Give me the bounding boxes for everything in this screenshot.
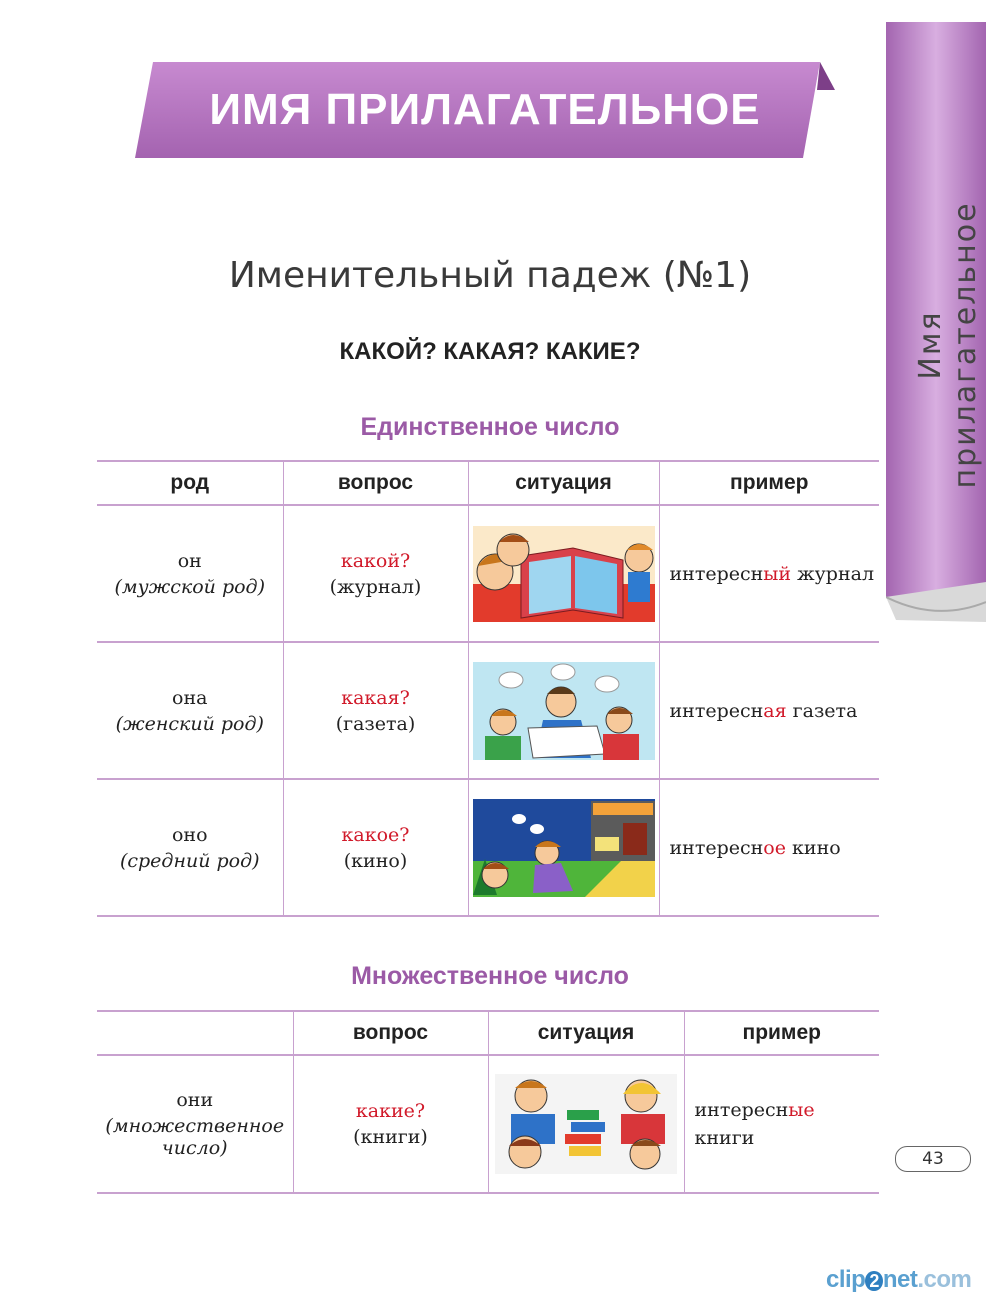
page-banner-title: ИМЯ ПРИЛАГАТЕЛЬНОЕ (209, 85, 761, 134)
header-example: пример (730, 471, 809, 494)
table-row (97, 779, 879, 916)
case-heading: Именительный падеж (№1) (228, 255, 752, 296)
question-word: какие? (355, 1100, 426, 1122)
adjective-ending: ая (763, 699, 787, 722)
adjective-ending: ое (763, 836, 786, 859)
adjective-ending: ый (763, 562, 792, 585)
adjective-ending: ые (788, 1099, 815, 1121)
questions-heading: КАКОЙ? КАКАЯ? КАКИЕ? (339, 338, 641, 365)
gender-description: (мужской род) (114, 575, 266, 598)
noun: (книги) (353, 1126, 428, 1148)
header-gender: род (97, 461, 283, 505)
page-number: 43 (895, 1146, 971, 1172)
gender-description: (множественное число) (105, 1115, 285, 1159)
gender: он (177, 549, 202, 572)
question-word: какое? (341, 823, 410, 846)
noun: (газета) (335, 712, 416, 735)
example-cell: интересная газета (669, 699, 858, 722)
question-word: какой? (340, 549, 411, 572)
example-cell: интересные книги (694, 1099, 815, 1149)
table-row (97, 505, 879, 642)
boys-near-cinema-illustration (473, 799, 655, 897)
header-empty (97, 1011, 293, 1055)
table-header-row (97, 461, 879, 505)
watermark: clip 2 net.com (826, 1266, 972, 1293)
table-row (97, 1055, 879, 1193)
singular-table (97, 460, 879, 917)
boys-reading-magazine-illustration (473, 526, 655, 622)
table-row (97, 642, 879, 779)
gender: они (176, 1089, 214, 1111)
header-question: вопрос (293, 1011, 488, 1055)
header-situation: ситуация (488, 1011, 684, 1055)
gender-description: (женский род) (115, 712, 264, 735)
children-reading-newspaper-illustration (473, 662, 655, 760)
plural-section-title: Множественное число (351, 962, 629, 990)
gender: оно (171, 823, 208, 846)
gender: она (172, 686, 208, 709)
header-example: пример (742, 1021, 821, 1044)
noun: (кино) (343, 849, 408, 872)
header-question: вопрос (283, 461, 468, 505)
example-cell: интересное кино (669, 836, 841, 859)
plural-table (97, 1010, 879, 1194)
children-with-books-illustration (495, 1074, 677, 1174)
header-situation: ситуация (468, 461, 659, 505)
example-cell: интересный журнал (669, 562, 875, 585)
table-header-row (97, 1011, 879, 1055)
question-word: какая? (341, 686, 410, 709)
side-tab-label: Имя прилагательное (913, 201, 983, 489)
noun: (журнал) (329, 575, 422, 598)
singular-section-title: Единственное число (360, 413, 620, 441)
gender-description: (средний род) (119, 849, 260, 872)
